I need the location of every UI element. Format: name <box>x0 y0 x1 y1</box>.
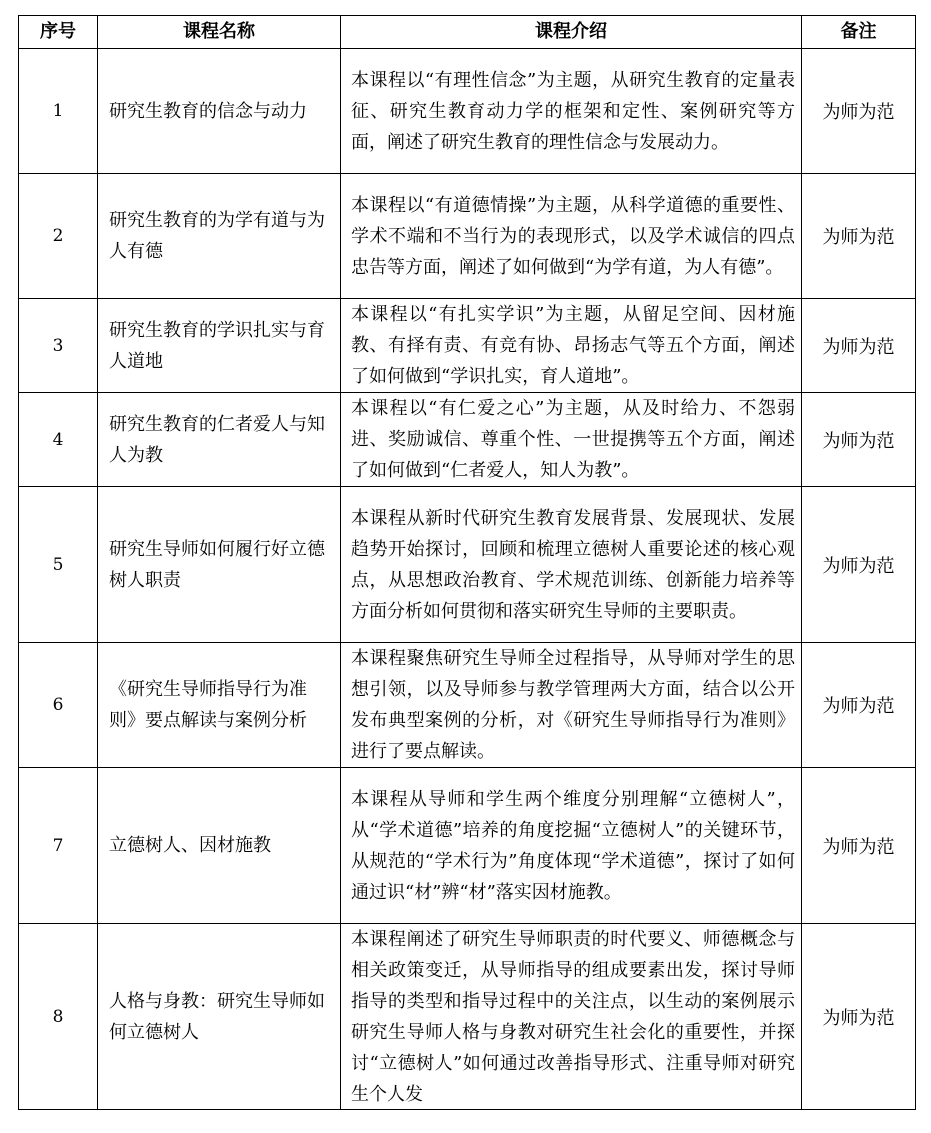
row-course-intro: 本课程从新时代研究生教育发展背景、发展现状、发展趋势开始探讨，回顾和梳理立德树人重要论述的核心观点，从思想政治教育、学术规范训练、创新能力培养等方面分析如何贯彻和落实研究生导师的主要职责。 <box>341 487 802 643</box>
row-note: 为师为范 <box>802 768 916 924</box>
table-row <box>19 174 916 299</box>
row-course-intro: 本课程阐述了研究生导师职责的时代要义、师德概念与相关政策变迁，从导师指导的组成要素出发，探讨导师指导的类型和指导过程中的关注点，以生动的案例展示研究生导师人格与身教对研究生社会化的重要性，并探讨“立德树人”如何通过改善指导形式、注重导师对研究生个人发 <box>351 929 795 1105</box>
row-course-intro-cell <box>341 924 802 1110</box>
course-table <box>18 15 916 1110</box>
row-index: 2 <box>19 174 98 299</box>
row-course-intro: 本课程以“有扎实学识”为主题，从留足空间、因材施教、有择有责、有竞有协、昂扬志气等五个方面，阐述了如何做到“学识扎实，育人道地”。 <box>341 299 802 393</box>
row-course-name: 研究生教育的学识扎实与育人道地 <box>98 299 341 393</box>
row-note: 为师为范 <box>802 393 916 487</box>
table-header-row <box>19 16 916 49</box>
row-index: 7 <box>19 768 98 924</box>
table-row <box>19 643 916 768</box>
row-course-intro: 本课程从导师和学生两个维度分别理解“立德树人”，从“学术道德”培养的角度挖掘“立德树人”的关键环节，从规范的“学术行为”角度体现“学术道德”，探讨了如何通过识“材”辨“材”落实因材施教。 <box>341 768 802 924</box>
row-course-intro: 本课程以“有仁爱之心”为主题，从及时给力、不怨弱进、奖励诚信、尊重个性、一世提携等五个方面，阐述了如何做到“仁者爱人，知人为教”。 <box>341 393 802 487</box>
row-index: 6 <box>19 643 98 768</box>
row-course-name: 《研究生导师指导行为准则》要点解读与案例分析 <box>98 643 341 768</box>
table-row <box>19 487 916 643</box>
row-note: 为师为范 <box>802 49 916 174</box>
row-course-name: 研究生教育的信念与动力 <box>98 49 341 174</box>
row-course-intro: 本课程以“有理性信念”为主题，从研究生教育的定量表征、研究生教育动力学的框架和定性、案例研究等方面，阐述了研究生教育的理性信念与发展动力。 <box>341 49 802 174</box>
row-course-intro: 本课程聚焦研究生导师全过程指导，从导师对学生的思想引领，以及导师参与教学管理两大方面，结合以公开发布典型案例的分析，对《研究生导师指导行为准则》进行了要点解读。 <box>341 643 802 768</box>
row-note: 为师为范 <box>802 487 916 643</box>
row-course-name: 人格与身教：研究生导师如何立德树人 <box>98 924 341 1110</box>
header-note: 备注 <box>802 16 916 49</box>
row-index: 8 <box>19 924 98 1110</box>
row-index: 5 <box>19 487 98 643</box>
table-row <box>19 768 916 924</box>
header-index: 序号 <box>19 16 98 49</box>
row-course-name: 研究生教育的为学有道与为人有德 <box>98 174 341 299</box>
row-index: 4 <box>19 393 98 487</box>
header-intro: 课程介绍 <box>341 16 802 49</box>
table-row <box>19 393 916 487</box>
header-name: 课程名称 <box>98 16 341 49</box>
table-row <box>19 49 916 174</box>
row-index: 1 <box>19 49 98 174</box>
table-row <box>19 299 916 393</box>
row-note: 为师为范 <box>802 299 916 393</box>
table-row <box>19 924 916 1110</box>
row-course-name: 立德树人、因材施教 <box>98 768 341 924</box>
row-index: 3 <box>19 299 98 393</box>
row-course-name: 研究生教育的仁者爱人与知人为教 <box>98 393 341 487</box>
row-note: 为师为范 <box>802 643 916 768</box>
row-course-name: 研究生导师如何履行好立德树人职责 <box>98 487 341 643</box>
row-course-intro: 本课程以“有道德情操”为主题，从科学道德的重要性、学术不端和不当行为的表现形式，以及学术诚信的四点忠告等方面，阐述了如何做到“为学有道，为人有德”。 <box>341 174 802 299</box>
row-note: 为师为范 <box>802 924 916 1110</box>
row-note: 为师为范 <box>802 174 916 299</box>
